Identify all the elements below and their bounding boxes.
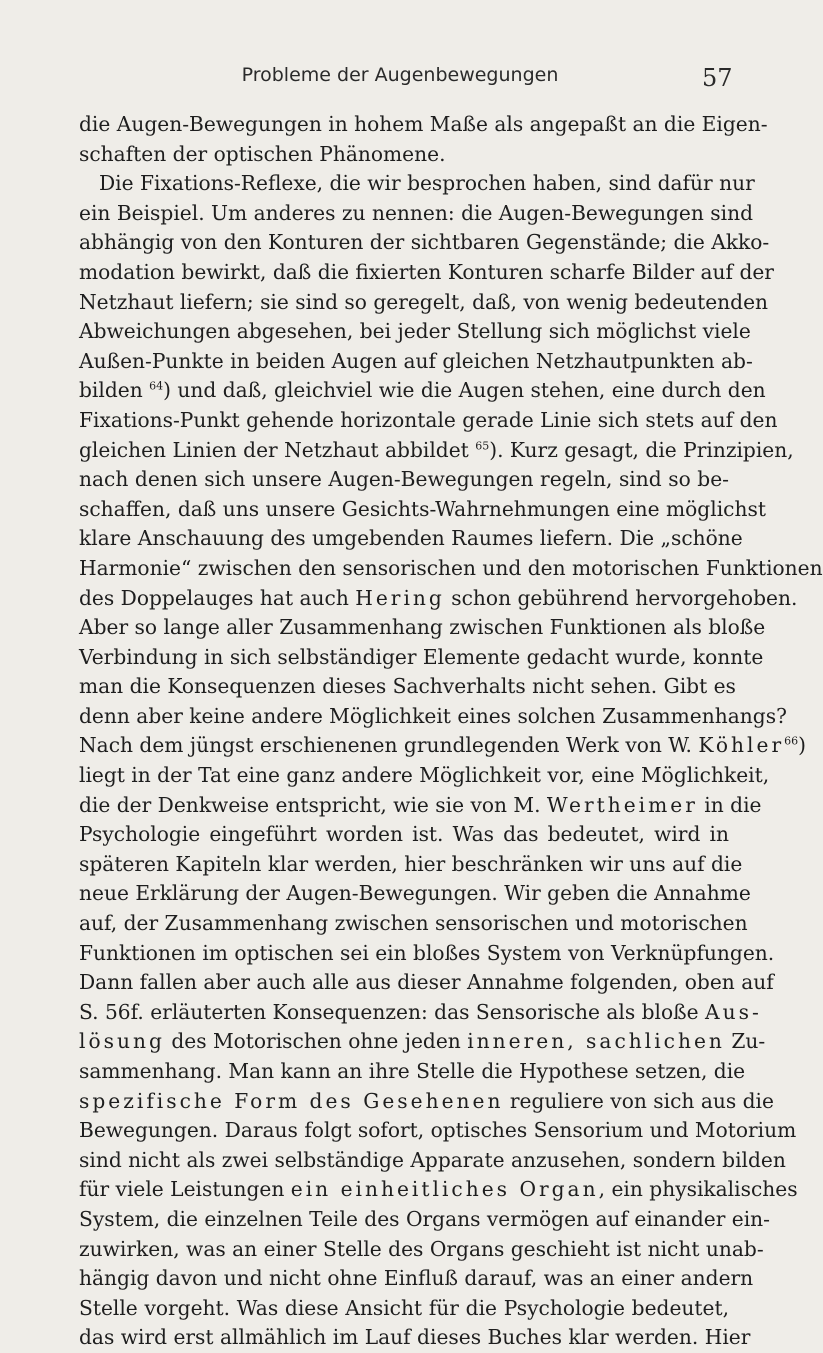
- line-segment: S. 56f. erläuterten Konsequenzen: das Sensorische als bloße: [79, 999, 705, 1024]
- spaced-emphasis: Aus-: [705, 999, 762, 1024]
- text-line: schaffen, daß uns unsere Gesichts-Wahrnehmungen eine möglichst: [79, 496, 766, 521]
- line-segment: des Doppelauges hat auch: [79, 585, 356, 610]
- line-segment: ). Kurz gesagt, die Prinzipien,: [489, 437, 794, 462]
- text-line: Abweichungen abgesehen, bei jeder Stellung sich möglichst viele: [79, 319, 751, 344]
- text-line: [79, 376, 766, 406]
- page-number: 57: [702, 64, 733, 92]
- line-segment: in die: [697, 792, 762, 817]
- text-line: Psychologie eingeführt worden ist. Was das bedeutet, wird in: [79, 822, 729, 847]
- body-text: [79, 110, 823, 1353]
- text-line: hängig davon und nicht ohne Einfluß darauf, was an einer andern: [79, 1266, 754, 1291]
- footnote-marker: 64: [149, 379, 164, 393]
- text-line: Aber so lange aller Zusammenhang zwischen Funktionen als bloße: [79, 615, 766, 640]
- line-segment: Nach dem jüngst erschienenen grundlegenden Werk von W.: [79, 733, 699, 758]
- spaced-emphasis: Köhler: [698, 733, 785, 758]
- text-line: man die Konsequenzen dieses Sachverhalts nicht sehen. Gibt es: [79, 674, 736, 699]
- text-line: modation bewirkt, daß die fixierten Konturen scharfe Bilder auf der: [79, 259, 774, 284]
- line-segment: schon gebührend hervorgehoben.: [444, 585, 798, 610]
- spaced-emphasis: spezifische Form des Gesehenen: [79, 1088, 504, 1113]
- line-segment: ): [798, 733, 806, 758]
- text-line: [79, 1087, 774, 1117]
- running-head: Probleme der Augenbewegungen: [241, 64, 559, 86]
- text-line: [79, 1027, 766, 1057]
- text-line: Fixations-Punkt gehende horizontale gerade Linie sich stets auf den: [79, 407, 778, 432]
- text-line: klare Anschauung des umgebenden Raumes liefern. Die „schöne: [79, 526, 743, 551]
- spaced-emphasis: Hering: [355, 585, 445, 610]
- text-line: sind nicht als zwei selbständige Apparate anzusehen, sondern bilden: [79, 1147, 786, 1172]
- text-line: [79, 731, 806, 761]
- footnote-marker: 66: [784, 734, 799, 748]
- text-line: abhängig von den Konturen der sichtbaren Gegenstände; die Akko-: [79, 230, 770, 255]
- line-segment: , ein physikalisches: [598, 1177, 798, 1202]
- text-line: Netzhaut liefern; sie sind so geregelt, daß, von wenig bedeutenden: [79, 289, 769, 314]
- spaced-emphasis: lösung: [79, 1029, 165, 1054]
- text-line: zuwirken, was an einer Stelle des Organs geschieht ist nicht unab-: [79, 1236, 764, 1261]
- line-segment: bilden: [79, 378, 150, 403]
- spaced-emphasis: Wertheimer: [546, 792, 698, 817]
- line-segment: gleichen Linien der Netzhaut abbildet: [79, 437, 476, 462]
- text-line: neue Erklärung der Augen-Bewegungen. Wir geben die Annahme: [79, 881, 751, 906]
- spaced-emphasis: inneren, sachlichen: [467, 1029, 725, 1054]
- text-line: [79, 998, 762, 1028]
- spaced-emphasis: ein einheitliches Organ: [290, 1177, 599, 1202]
- text-line: schaften der optischen Phänomene.: [79, 141, 446, 166]
- text-line: ein Beispiel. Um anderes zu nennen: die Augen-Bewegungen sind: [79, 200, 754, 225]
- text-line: Dann fallen aber auch alle aus dieser Annahme folgenden, oben auf: [79, 970, 774, 995]
- text-line: liegt in der Tat eine ganz andere Möglichkeit vor, eine Möglichkeit,: [79, 763, 770, 788]
- line-segment: ) und daß, gleichviel wie die Augen stehen, eine durch den: [163, 378, 766, 403]
- text-line: Bewegungen. Daraus folgt sofort, optisches Sensorium und Motorium: [79, 1118, 797, 1143]
- line-segment: des Motorischen ohne jeden: [164, 1029, 468, 1054]
- text-line: Funktionen im optischen sei ein bloßes System von Verknüpfungen.: [79, 940, 775, 965]
- line-segment: die der Denkweise entspricht, wie sie von M.: [79, 792, 547, 817]
- text-line: [79, 436, 794, 466]
- text-line: die Augen-Bewegungen in hohem Maße als angepaßt an die Eigen-: [79, 112, 768, 136]
- text-line: nach denen sich unsere Augen-Bewegungen regeln, sind so be-: [79, 467, 729, 492]
- text-line: [79, 584, 798, 614]
- text-line: denn aber keine andere Möglichkeit eines solchen Zusammenhangs?: [79, 703, 787, 728]
- text-line: [79, 791, 762, 821]
- text-line: System, die einzelnen Teile des Organs vermögen auf einander ein-: [79, 1206, 771, 1231]
- text-line: sammenhang. Man kann an ihre Stelle die Hypothese setzen, die: [79, 1059, 746, 1083]
- line-segment: reguliere von sich aus die: [503, 1088, 774, 1113]
- text-line: Die Fixations-Reflexe, die wir besprochen haben, sind dafür nur: [99, 171, 755, 196]
- text-line: das wird erst allmählich im Lauf dieses Buches klar werden. Hier: [79, 1325, 751, 1350]
- line-segment: für viele Leistungen: [79, 1177, 291, 1202]
- text-line: späteren Kapiteln klar werden, hier beschränken wir uns auf die: [79, 851, 743, 876]
- text-line: Verbindung in sich selbständiger Elemente gedacht wurde, konnte: [79, 644, 764, 669]
- text-line: Außen-Punkte in beiden Augen auf gleichen Netzhautpunkten ab-: [79, 348, 753, 373]
- text-line: auf, der Zusammenhang zwischen sensorischen und motorischen: [79, 911, 748, 936]
- text-line: Stelle vorgeht. Was diese Ansicht für die Psychologie bedeutet,: [79, 1295, 729, 1320]
- line-segment: Zu-: [724, 1029, 766, 1054]
- text-line: [79, 1175, 798, 1205]
- footnote-marker: 65: [475, 438, 490, 452]
- text-line: Harmonie“ zwischen den sensorischen und den motorischen Funktionen: [79, 555, 823, 580]
